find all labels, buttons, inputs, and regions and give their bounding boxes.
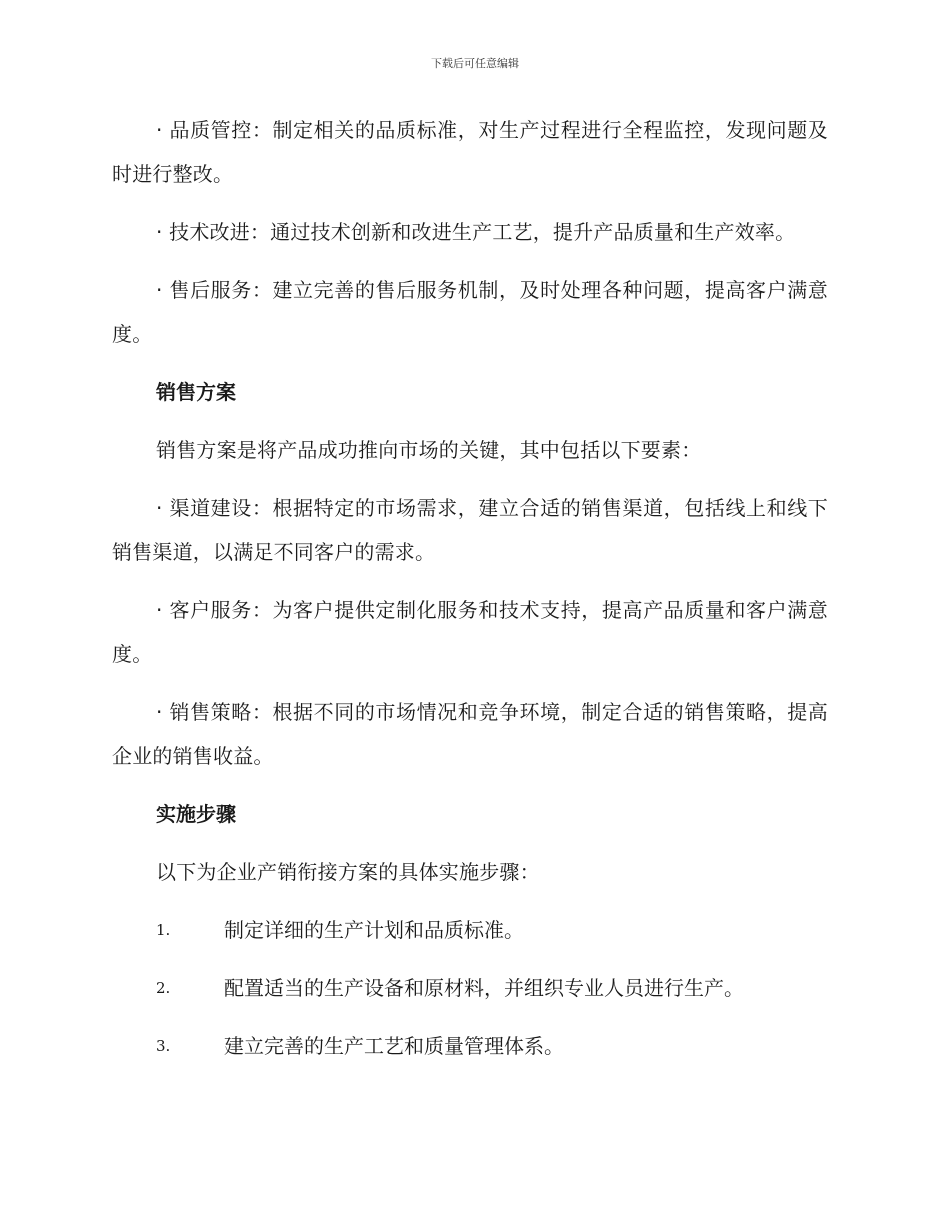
quality-control-paragraph: · 品质管控：制定相关的品质标准，对生产过程进行全程监控，发现问题及时进行整改。 xyxy=(112,118,828,186)
channel-building-paragraph: · 渠道建设：根据特定的市场需求，建立合适的销售渠道，包括线上和线下销售渠道，以满足不同客户的需求。 xyxy=(112,496,828,564)
sales-intro-paragraph: 销售方案是将产品成功推向市场的关键，其中包括以下要素： xyxy=(156,438,702,462)
document-body xyxy=(112,108,828,1082)
customer-service-paragraph: · 客户服务：为客户提供定制化服务和技术支持，提高产品质量和客户满意度。 xyxy=(112,598,828,666)
sales-plan-heading: 销售方案 xyxy=(156,380,236,404)
page-header: 下载后可任意编辑 xyxy=(431,57,519,70)
tech-improvement-paragraph: · 技术改进：通过技术创新和改进生产工艺，提升产品质量和生产效率。 xyxy=(156,220,796,244)
list-item-number: 1. xyxy=(156,921,171,939)
after-sales-paragraph: · 售后服务：建立完善的售后服务机制，及时处理各种问题，提高客户满意度。 xyxy=(112,278,828,346)
list-item xyxy=(112,908,828,952)
implementation-steps-heading: 实施步骤 xyxy=(156,802,236,826)
list-item-text: 制定详细的生产计划和品质标准。 xyxy=(224,918,524,942)
sales-strategy-paragraph: · 销售策略：根据不同的市场情况和竞争环境，制定合适的销售策略，提高企业的销售收益。 xyxy=(112,700,828,768)
list-item-text: 配置适当的生产设备和原材料，并组织专业人员进行生产。 xyxy=(224,976,744,1000)
steps-intro-paragraph: 以下为企业产销衔接方案的具体实施步骤： xyxy=(156,860,540,884)
list-item-number: 2. xyxy=(156,979,171,997)
list-item-text: 建立完善的生产工艺和质量管理体系。 xyxy=(224,1034,564,1058)
list-item xyxy=(112,966,828,1010)
list-item-number: 3. xyxy=(156,1037,171,1055)
steps-list xyxy=(112,908,828,1068)
list-item xyxy=(112,1024,828,1068)
